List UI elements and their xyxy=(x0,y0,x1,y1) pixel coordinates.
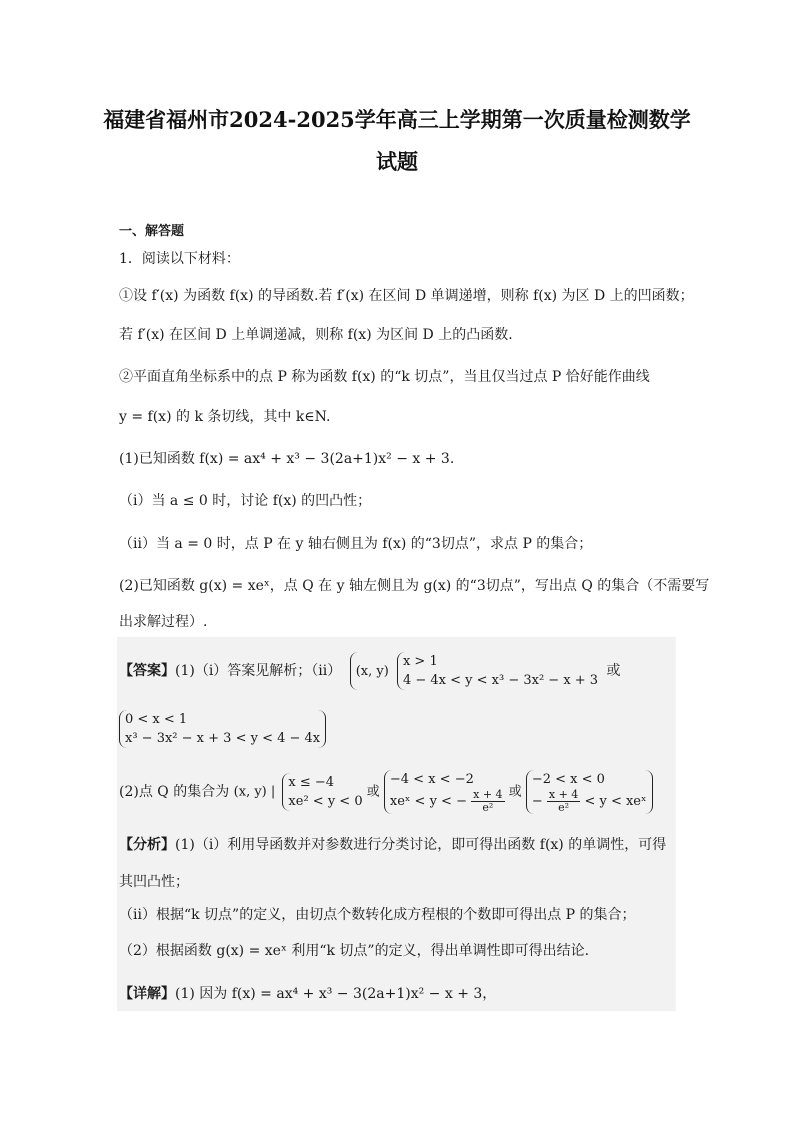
analysis-text-1: (1)（i）利用导函数并对参数进行分类讨论，即可得出函数 f(x) 的单调性，可得 xyxy=(175,837,667,853)
analysis-line-2: 其凹凸性； xyxy=(119,874,189,890)
or-3: 或 xyxy=(508,784,522,800)
title-line-2: 试题 xyxy=(376,149,418,174)
detail-line-1 xyxy=(119,984,496,1004)
system-1 xyxy=(397,652,598,690)
system-2-top: 0 < x < 1 xyxy=(125,712,188,727)
system-5-bottom xyxy=(532,789,647,814)
part-1-i: （i）当 a ≤ 0 时，讨论 f(x) 的凹凸性； xyxy=(119,493,372,509)
system-5 xyxy=(526,770,647,814)
system-5-top: −2 < x < 0 xyxy=(531,772,605,787)
system-3 xyxy=(282,773,362,811)
system-3-bottom: xe² < y < 0 xyxy=(288,794,363,809)
answer-line-1 xyxy=(119,652,621,690)
part-2: (2)已知函数 g(x) = xeˣ，点 Q 在 y 轴左侧且为 g(x) 的“3切点”，写出点 Q 的集合（不需要写 xyxy=(119,578,710,594)
q-set-brace xyxy=(234,770,653,814)
system-4 xyxy=(384,770,505,814)
system-4-top: −4 < x < −2 xyxy=(389,772,474,787)
or-2: 或 xyxy=(366,784,380,800)
material-1-cont: 若 f′(x) 在区间 D 上单调递减，则称 f(x) 为区间 D 上的凸函数. xyxy=(119,327,513,343)
system-5-bottom-right: < y < xeˣ xyxy=(584,794,647,809)
part-1-ii: （ii）当 a = 0 时，点 P 在 y 轴右侧且为 f(x) 的“3切点”，求点 P 的集合； xyxy=(119,536,593,552)
answer-part-1: (1)（i）答案见解析；（ii） xyxy=(175,663,342,679)
system-1-bottom: 4 − 4x < y < x³ − 3x² − x + 3 xyxy=(402,673,599,688)
fraction-1 xyxy=(471,789,504,814)
detail-label: 【详解】 xyxy=(119,986,175,1002)
analysis-line-1 xyxy=(119,835,666,855)
material-1: ①设 f′(x) 为函数 f(x) 的导函数.若 f′(x) 在区间 D 单调递增，则称 f(x) 为区 D 上的凹函数； xyxy=(119,288,694,304)
analysis-line-3: （ii）根据“k 切点”的定义，由切点个数转化成方程根的个数即可得出点 P 的集合； xyxy=(119,907,636,923)
system-4-bottom xyxy=(390,789,505,814)
fraction-2-num: x + 4 xyxy=(548,788,579,801)
system-4-bottom-left: xeˣ < y < − xyxy=(389,794,467,809)
system-2-wrap xyxy=(119,710,326,748)
system-3-top: x ≤ −4 xyxy=(288,775,335,790)
answer-set-brace xyxy=(350,652,598,690)
system-5-minus: − xyxy=(531,794,543,809)
detail-text-1: (1) 因为 f(x) = ax⁴ + x³ − 3(2a+1)x² − x + 3， xyxy=(175,986,497,1002)
set-var: (x, y) xyxy=(355,663,389,679)
section-heading: 一、解答题 xyxy=(119,224,185,239)
q-set-inner xyxy=(234,770,647,814)
title-line-1: 福建省福州市2024-2025学年高三上学期第一次质量检测数学 xyxy=(103,107,691,132)
answer-line-2 xyxy=(119,710,326,748)
fraction-2 xyxy=(547,789,580,814)
q-set-var: (x, y) | xyxy=(233,784,276,800)
material-2: ②平面直角坐标系中的点 P 称为函数 f(x) 的“k 切点”，当且仅当过点 P 恰好能作曲线 xyxy=(119,369,650,385)
answer-line-3 xyxy=(119,770,653,814)
answer-label: 【答案】 xyxy=(119,663,175,679)
material-2-cont: y = f(x) 的 k 条切线，其中 k∈N. xyxy=(119,409,331,425)
answer-part-2: (2)点 Q 的集合为 xyxy=(119,784,230,800)
fraction-1-num: x + 4 xyxy=(473,788,503,801)
system-1-top: x > 1 xyxy=(402,654,438,669)
system-2 xyxy=(119,710,320,748)
part-1: (1)已知函数 f(x) = ax⁴ + x³ − 3(2a+1)x² − x + 3. xyxy=(119,451,455,467)
fraction-2-den: e² xyxy=(558,801,570,814)
fraction-1-den: e² xyxy=(482,801,494,814)
question-intro: 1．阅读以下材料： xyxy=(119,251,240,267)
or-1: 或 xyxy=(606,663,621,679)
system-2-bottom: x³ − 3x² − x + 3 < y < 4 − 4x xyxy=(125,731,321,746)
part-2-cont: 出求解过程）. xyxy=(119,614,208,630)
analysis-line-4: （2）根据函数 g(x) = xeˣ 利用“k 切点”的定义，得出单调性即可得出结论. xyxy=(119,943,590,959)
analysis-label: 【分析】 xyxy=(119,837,175,853)
